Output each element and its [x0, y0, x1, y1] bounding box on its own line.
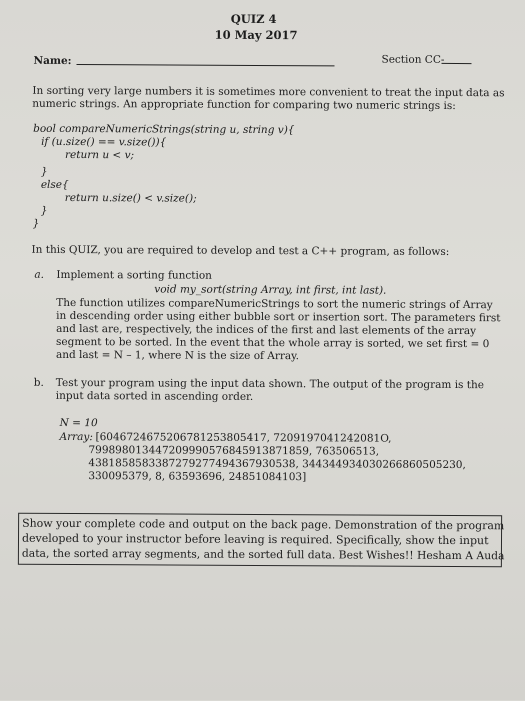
code-line-6: return u.size() < v.size(); [64, 191, 197, 205]
code-line-3: return u < v; [64, 148, 135, 162]
instructions-box [18, 513, 505, 568]
quiz-title: QUIZ 4 [230, 11, 277, 27]
part-a-heading: Implement a sorting function [56, 268, 212, 282]
part-a-line-1: The function utilizes compareNumericStrings to sort the numeric strings of Array [56, 296, 493, 312]
section-label: Section CC- [381, 53, 445, 66]
code-line-4: } [40, 165, 48, 178]
section-blank-line [442, 63, 472, 64]
array-line-1: [6046724675206781253805417, 7209197041242081O, [95, 431, 392, 445]
part-a-line-2: in descending order using either bubble sort or insertion sort. The parameters first [56, 309, 501, 325]
part-b-line-1: Test your program using the input data shown. The output of the program is the [55, 376, 485, 392]
part-a-line-5: and last = N – 1, where N is the size of Array. [55, 348, 300, 363]
quiz-date: 10 May 2017 [214, 27, 298, 43]
array-label: Array: [59, 430, 93, 444]
intro-line-2: numeric strings. An appropriate function for comparing two numeric strings is: [32, 97, 456, 113]
box-line-2: developed to your instructor before leaving is required. Specifically, show the input [21, 531, 489, 548]
box-line-3: data, the sorted array segments, and the sorted full data. Best Wishes!! Hesham A Auda [21, 546, 505, 563]
code-line-5: else{ [40, 178, 69, 191]
code-line-8: } [32, 217, 40, 230]
n-value-line: N = 10 [59, 416, 98, 430]
task-intro: In this QUIZ, you are required to develop and test a C++ program, as follows: [31, 243, 450, 258]
array-line-3: 438185858338727927749436793053​8, 3443449340302668605052​30, [88, 457, 466, 472]
part-a-signature: void my_sort(string Array, int first, int last). [154, 283, 387, 297]
code-line-1: bool compareNumericStrings(string u, string v){ [33, 122, 295, 137]
intro-line-1: In sorting very large numbers it is sometimes more convenient to treat the input data as [32, 84, 505, 100]
part-a-line-4: segment to be sorted. In the event that the whole array is sorted, we set first = 0 [56, 335, 490, 351]
part-a-line-3: and last are, respectively, the indices of the first and last elements of the array [56, 322, 477, 338]
array-line-2: 79989801344720999057684591387185​9, 763506513, [88, 444, 380, 458]
code-line-7: } [40, 204, 48, 217]
code-line-2: if (u.size() == v.size()){ [41, 135, 167, 149]
name-blank-line [76, 64, 334, 66]
name-label: Name: [33, 54, 72, 67]
box-line-1: Show your complete code and output on the back page. Demonstration of the program [22, 516, 505, 533]
part-b-label: b. [33, 376, 44, 389]
part-a-label: a. [34, 268, 45, 281]
array-line-4: 330095379, 8, 63593696, 24851084103] [88, 470, 307, 484]
part-b-line-2: input data sorted in ascending order. [55, 389, 254, 403]
